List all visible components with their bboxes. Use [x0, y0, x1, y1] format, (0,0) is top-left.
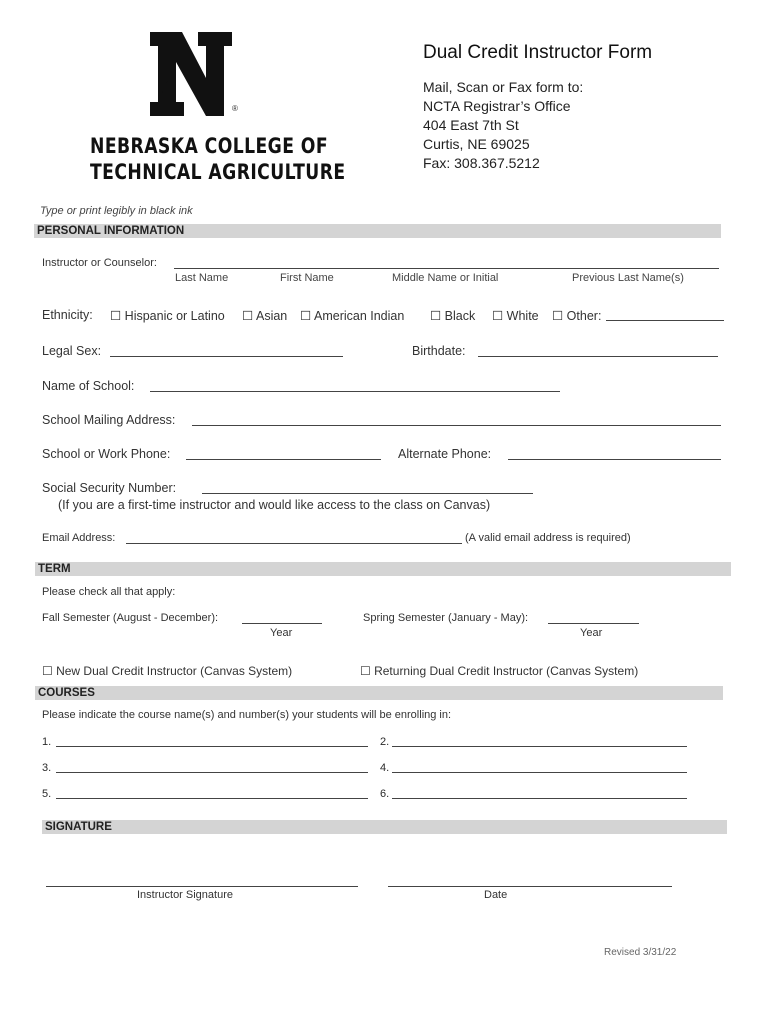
course-field-5[interactable]	[56, 798, 368, 799]
instructor-signature-label: Instructor Signature	[137, 889, 233, 901]
ethnicity-white-checkbox[interactable]: ☐ White	[492, 309, 539, 323]
course-field-3[interactable]	[56, 772, 368, 773]
alternate-phone-field[interactable]	[508, 459, 721, 460]
ethnicity-label: Ethnicity:	[42, 308, 93, 322]
phone-label: School or Work Phone:	[42, 447, 171, 461]
birthdate-field[interactable]	[478, 356, 718, 357]
course-number: 4.	[380, 762, 390, 774]
logo-line2: TECHNICAL AGRICULTURE	[90, 160, 346, 184]
previous-name-label: Previous Last Name(s)	[572, 272, 684, 284]
email-note: (A valid email address is required)	[465, 532, 631, 544]
ethnicity-asian-checkbox[interactable]: ☐ Asian	[242, 309, 288, 323]
section-heading: SIGNATURE	[45, 821, 112, 833]
revised-date: Revised 3/31/22	[604, 947, 677, 958]
courses-section-header	[35, 686, 723, 700]
middle-name-label: Middle Name or Initial	[392, 272, 499, 284]
fall-year-field[interactable]	[242, 623, 322, 624]
ethnicity-american-indian-checkbox[interactable]: ☐ American Indian	[300, 309, 405, 323]
new-instructor-checkbox[interactable]: ☐ New Dual Credit Instructor (Canvas System)	[42, 664, 293, 678]
returning-instructor-checkbox[interactable]: ☐ Returning Dual Credit Instructor (Canvas System)	[360, 664, 639, 678]
mailing-address-field[interactable]	[192, 425, 721, 426]
last-name-label: Last Name	[175, 272, 229, 284]
first-name-label: First Name	[280, 272, 334, 284]
ethnicity-other-checkbox[interactable]: ☐ Other:	[552, 309, 602, 323]
address-line: 404 East 7th St	[423, 117, 519, 133]
counselor-label: Instructor or Counselor:	[42, 257, 157, 269]
signature-section-header	[42, 820, 727, 834]
instructions-text: Type or print legibly in black ink	[40, 205, 193, 217]
address-line: Mail, Scan or Fax form to:	[423, 79, 584, 95]
ethnicity-black-checkbox[interactable]: ☐ Black	[430, 309, 476, 323]
alternate-phone-label: Alternate Phone:	[398, 447, 492, 461]
logo-line1: NEBRASKA COLLEGE OF	[90, 134, 329, 158]
form-title: Dual Credit Instructor Form	[423, 42, 653, 63]
spring-year-label: Year	[580, 627, 603, 639]
section-heading: TERM	[38, 563, 71, 575]
n-logo-icon	[148, 30, 234, 118]
fall-year-label: Year	[270, 627, 293, 639]
section-heading: PERSONAL INFORMATION	[37, 225, 185, 237]
spring-year-field[interactable]	[548, 623, 639, 624]
ethnicity-other-field[interactable]	[606, 320, 724, 321]
email-field[interactable]	[126, 543, 462, 544]
course-field-4[interactable]	[392, 772, 687, 773]
personal-section-header	[34, 224, 721, 238]
term-instruction: Please check all that apply:	[42, 586, 176, 598]
spring-semester-label: Spring Semester (January - May):	[363, 612, 529, 624]
ssn-note: (If you are a first-time instructor and would like access to the class on Canvas)	[58, 498, 491, 512]
birthdate-label: Birthdate:	[412, 344, 466, 358]
address-line: Curtis, NE 69025	[423, 136, 530, 152]
counselor-name-field[interactable]	[174, 268, 719, 269]
course-number: 5.	[42, 788, 52, 800]
fall-semester-label: Fall Semester (August - December):	[42, 612, 219, 624]
course-number: 2.	[380, 736, 390, 748]
course-number: 6.	[380, 788, 390, 800]
ssn-field[interactable]	[202, 493, 533, 494]
address-line: NCTA Registrar’s Office	[423, 98, 571, 114]
legal-sex-label: Legal Sex:	[42, 344, 102, 358]
course-field-1[interactable]	[56, 746, 368, 747]
course-number: 1.	[42, 736, 52, 748]
course-field-6[interactable]	[392, 798, 687, 799]
legal-sex-field[interactable]	[110, 356, 343, 357]
address-line: Fax: 308.367.5212	[423, 155, 540, 171]
ethnicity-hispanic-checkbox[interactable]: ☐ Hispanic or Latino	[110, 309, 225, 323]
ssn-label: Social Security Number:	[42, 481, 177, 495]
courses-instruction: Please indicate the course name(s) and number(s) your students will be enrolling in:	[42, 709, 452, 721]
term-section-header	[35, 562, 731, 576]
school-name-label: Name of School:	[42, 379, 135, 393]
date-label: Date	[484, 889, 508, 901]
mailing-address-label: School Mailing Address:	[42, 413, 176, 427]
phone-field[interactable]	[186, 459, 381, 460]
instructor-signature-field[interactable]	[46, 886, 358, 887]
course-number: 3.	[42, 762, 52, 774]
section-heading: COURSES	[38, 687, 95, 699]
course-field-2[interactable]	[392, 746, 687, 747]
school-name-field[interactable]	[150, 391, 560, 392]
email-label: Email Address:	[42, 532, 116, 544]
registered-mark: ®	[232, 104, 238, 113]
date-field[interactable]	[388, 886, 672, 887]
